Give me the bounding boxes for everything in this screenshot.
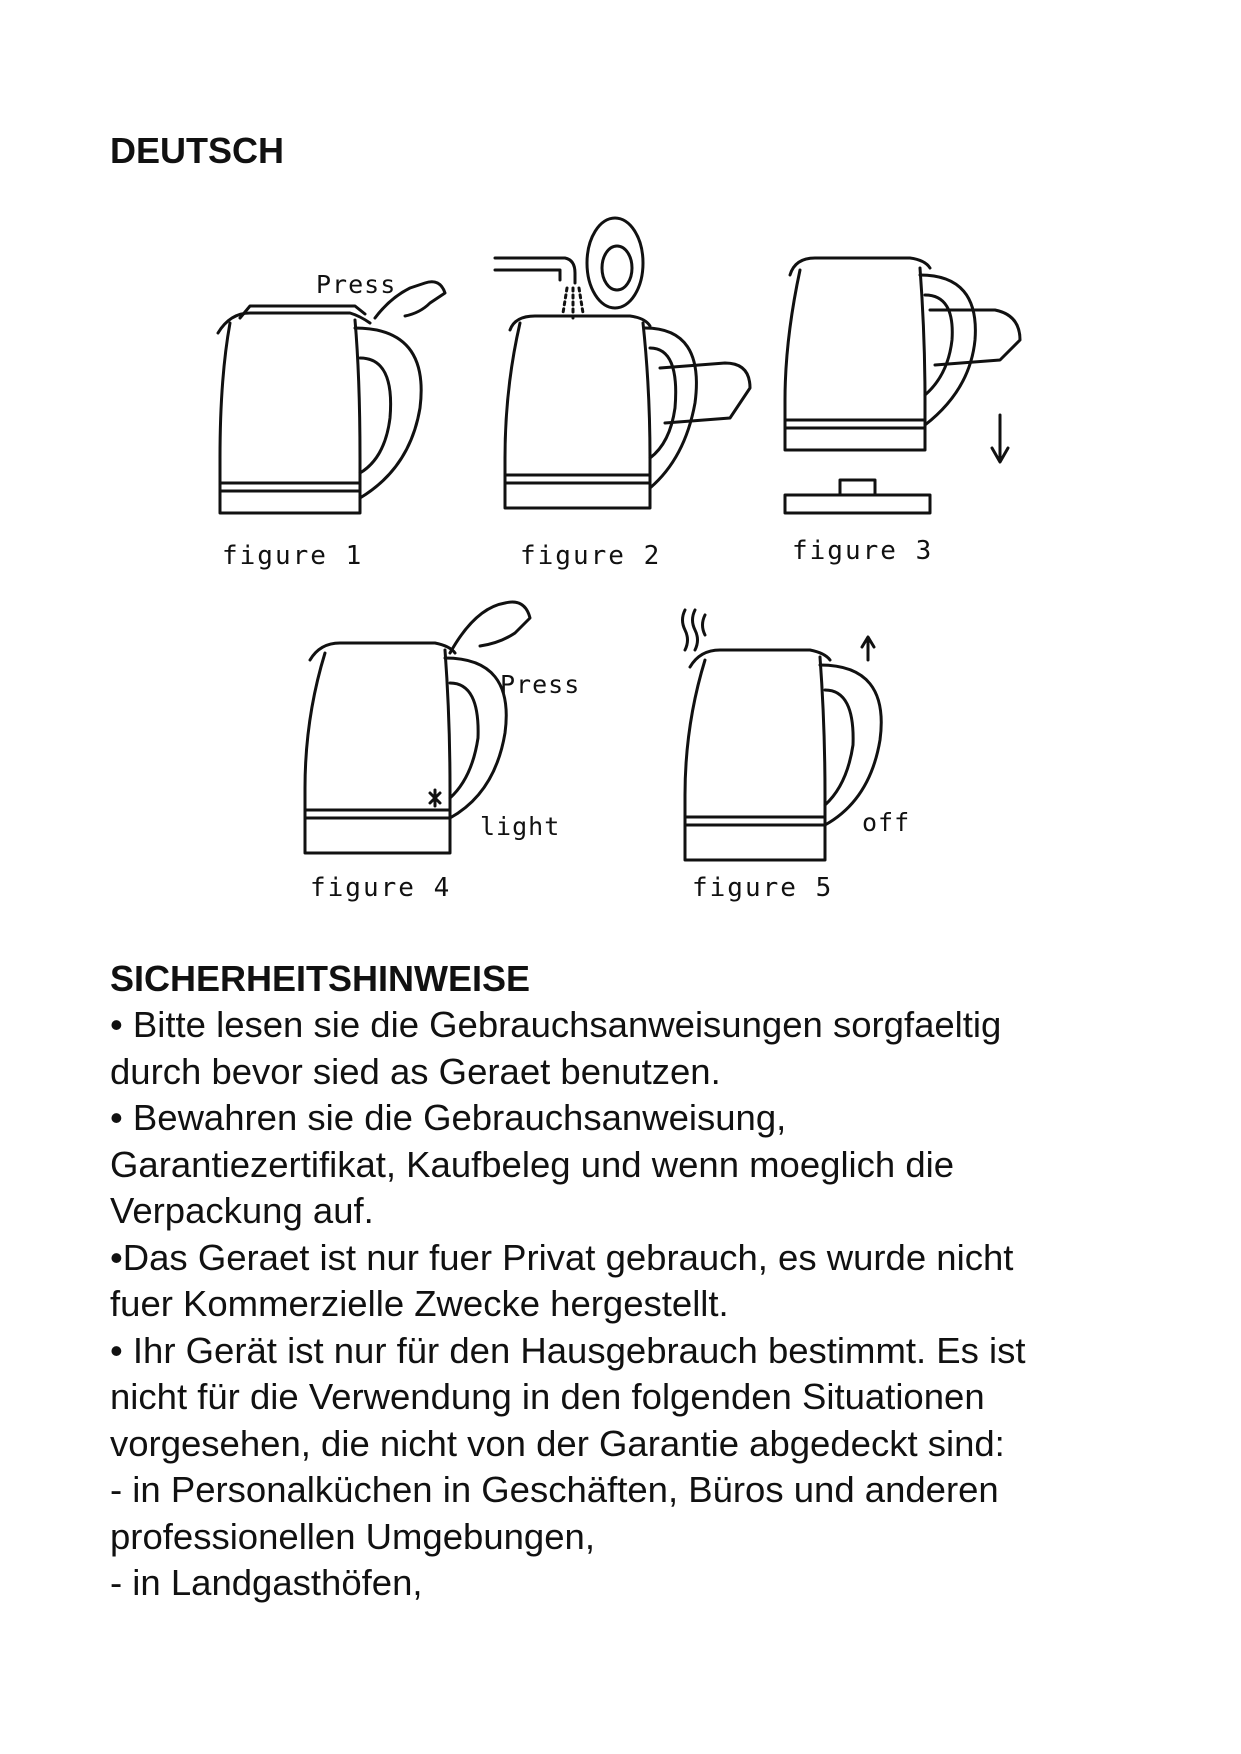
figure-4-press-label: Press [500, 670, 581, 699]
text-line: • Ihr Gerät ist nur für den Hausgebrauch bestimmt. Es ist [110, 1329, 1026, 1371]
text-line: professionellen Umgebungen, [110, 1515, 595, 1557]
figure-2-kettle-illustration [495, 218, 755, 528]
text-line: Verpackung auf. [110, 1190, 374, 1231]
text-line: nicht für die Verwendung in den folgenden Situationen [110, 1376, 985, 1417]
text-line: • Bitte lesen sie die Gebrauchsanweisungen sorgfaeltig [110, 1004, 1002, 1045]
text-line: fuer Kommerzielle Zwecke hergestellt. [110, 1283, 729, 1324]
safety-instructions [110, 1002, 1150, 1607]
text-line: • Bewahren sie die Gebrauchsanweisung, [110, 1097, 787, 1138]
figure-4-light-label: light [480, 812, 561, 841]
figure-4-caption: figure 4 [310, 873, 452, 903]
text-line: - in Landgasthöfen, [110, 1562, 423, 1603]
text-line: durch bevor sied as Geraet benutzen. [110, 1050, 721, 1092]
figure-5-off-label: off [862, 808, 911, 837]
figure-1-press-label: Press [316, 270, 397, 299]
section-title: SICHERHEITSHINWEISE [110, 958, 531, 999]
text-line: Garantiezertifikat, Kaufbeleg und wenn moeglich die [110, 1143, 955, 1185]
figure-2-caption: figure 2 [520, 541, 662, 571]
figure-1-caption: figure 1 [222, 541, 364, 571]
text-line: •Das Geraet ist nur fuer Privat gebrauch, es wurde nicht [110, 1236, 1014, 1278]
figure-5-caption: figure 5 [692, 873, 834, 903]
figure-3-kettle-illustration [780, 240, 1025, 520]
text-line: - in Personalküchen in Geschäften, Büros und anderen [110, 1469, 999, 1510]
figure-3-caption: figure 3 [792, 536, 934, 566]
page-title: DEUTSCH [110, 130, 285, 171]
text-line: vorgesehen, die nicht von der Garantie abgedeckt sind: [110, 1422, 1005, 1464]
